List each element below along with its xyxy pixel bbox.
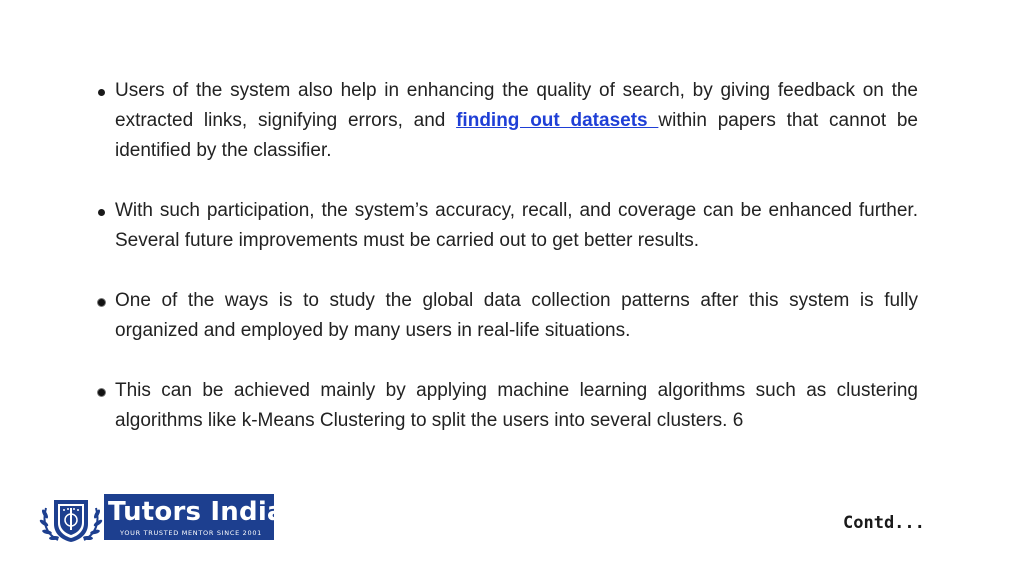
bullet-text: Users of the system also help in enhancing the quality of search, by giving feedback on the extracted links, signifying errors, and bbox=[115, 80, 918, 131]
finding-out-datasets-link[interactable]: finding out datasets bbox=[456, 110, 659, 131]
bullet-list bbox=[96, 76, 918, 436]
bullet-dot-icon bbox=[98, 209, 105, 216]
logo-tagline: YOUR TRUSTED MENTOR SINCE 2001 bbox=[120, 529, 262, 537]
laurel-emblem-icon bbox=[38, 496, 104, 544]
bullet-item bbox=[96, 286, 918, 346]
bullet-text: One of the ways is to study the global data collection patterns after this system is fully organized and employed by many users in real-life situations. bbox=[115, 290, 918, 341]
bullet-dot-icon bbox=[98, 389, 105, 396]
bullet-text: With such participation, the system’s accuracy, recall, and coverage can be enhanced further. Several future improvements must be carried out to get better results. bbox=[115, 200, 918, 251]
bullet-item bbox=[96, 376, 918, 436]
bullet-text: within papers that cannot be identified by the classifier. bbox=[115, 110, 919, 161]
bullet-item bbox=[96, 196, 918, 256]
tutors-india-logo bbox=[38, 494, 285, 546]
bullet-text: This can be achieved mainly by applying machine learning algorithms such as clustering algorithms like k-Means Clustering to split the users into several clusters. 6 bbox=[115, 380, 918, 431]
logo-title: Tutors India bbox=[108, 497, 285, 527]
contd-label: Contd... bbox=[843, 513, 925, 533]
bullet-dot-icon bbox=[98, 89, 105, 96]
bullet-dot-icon bbox=[98, 299, 105, 306]
bullet-item bbox=[96, 76, 918, 166]
